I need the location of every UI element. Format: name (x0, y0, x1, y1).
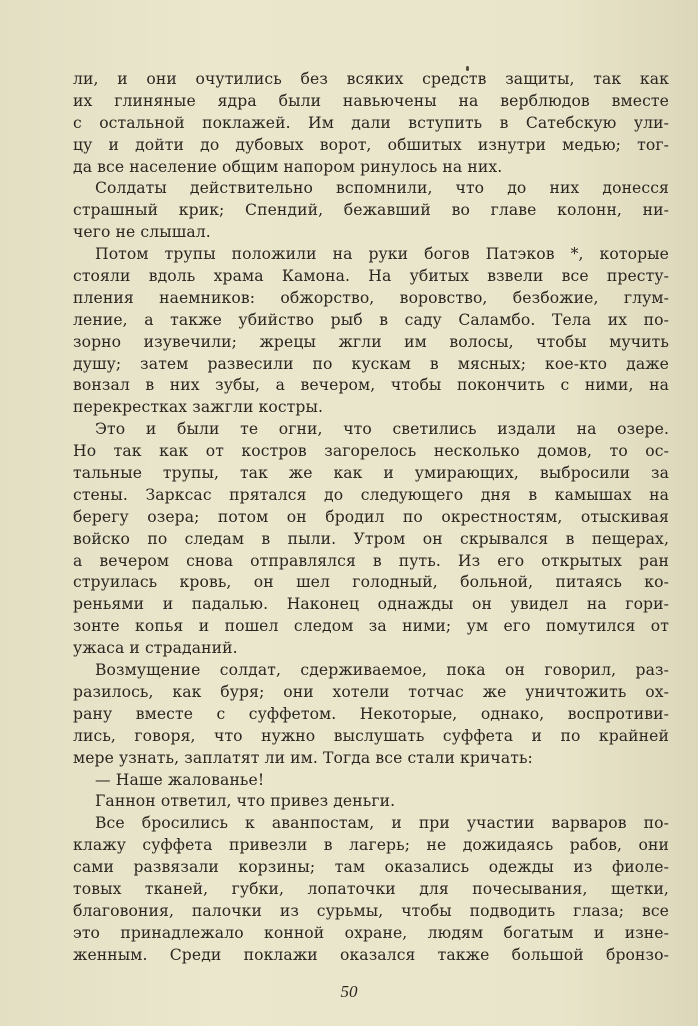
text-line: мере узнать, заплатят ли им. Тогда все стали кричать: (73, 748, 533, 767)
text-line: Все бросились к аванпостам, и при участии варваров по- (95, 814, 669, 833)
text-line: душу; затем развесили по кускам в мясных; кое-кто даже (73, 354, 669, 373)
text-line: да все население общим напором ринулось на них. (73, 157, 503, 176)
text-line: тальные трупы, так же как и умирающих, выбросили за (73, 464, 669, 483)
text-line: их глиняные ядра были навьючены на верблюдов вместе (73, 91, 669, 110)
text-line: с остальной поклажей. Им дали вступить в Сатебскую ули- (73, 113, 669, 132)
text-line: лись, говоря, что нужно выслушать суффета и по крайней (73, 726, 669, 745)
text-line: клажу суффета привезли в лагерь; не дожидаясь рабов, они (73, 836, 669, 855)
text-line: реньями и падалью. Наконец однажды он увидел на гори- (73, 595, 669, 614)
text-line: благовония, палочки из сурьмы, чтобы подводить глаза; все (73, 901, 669, 920)
text-line: вонзал в них зубы, а вечером, чтобы покончить с ними, на (73, 376, 669, 395)
text-line: — Наше жалованье! (95, 770, 265, 789)
text-line: ужаса и страданий. (73, 639, 238, 658)
text-line: ление, а также убийство рыб в саду Саламбо. Тела их по- (73, 310, 669, 329)
text-line: Ганнон ответил, что привез деньги. (95, 792, 396, 811)
text-line: цу и дойти до дубовых ворот, обшитых изнутри медью; тог- (73, 135, 669, 154)
text-line: Солдаты действительно вспомнили, что до них донесся (95, 179, 669, 198)
text-line: Потом трупы положили на руки богов Патэков *, которые (95, 245, 669, 264)
body-text (73, 69, 669, 967)
text-line: Но так как от костров загорелось несколько домов, то ос- (73, 442, 669, 461)
text-line: разилось, как буря; они хотели тотчас же уничтожить ох- (73, 682, 669, 701)
text-line: а вечером снова отправлялся в путь. Из его открытых ран (73, 551, 669, 570)
page-number: 50 (340, 982, 358, 1001)
text-line: стояли вдоль храма Камона. На убитых взвели все престу- (73, 267, 669, 286)
text-line: ли, и они очутились без всяких средств защиты, так как (73, 70, 669, 88)
text-line: перекрестках зажгли костры. (73, 398, 324, 417)
text-line: стены. Зарксас прятался до следующего дня в камышах на (73, 485, 669, 504)
text-line: это принадлежало конной охране, людям богатым и изне- (73, 923, 669, 942)
text-line: зорно изувечили; жрецы жгли им волосы, чтобы мучить (73, 332, 669, 351)
text-line: рану вместе с суффетом. Некоторые, однако, воспротиви- (73, 704, 669, 723)
text-line: войско по следам в пыли. Утром он скрывался в пещерах, (73, 529, 669, 548)
text-line: зонте копья и пошел следом за ними; ум его помутился от (73, 617, 669, 636)
text-line: струилась кровь, он шел голодный, больной, питаясь ко- (73, 573, 669, 592)
text-line: товых тканей, губки, лопаточки для почесывания, щетки, (73, 879, 669, 898)
text-line: страшный крик; Спендий, бежавший во главе колонн, ни- (73, 201, 669, 220)
text-line: Это и были те огни, что светились издали на озере. (95, 420, 669, 439)
text-line: чего не слышал. (73, 223, 211, 242)
text-line: женным. Среди поклажи оказался также большой бронзо- (73, 945, 669, 964)
text-line: Возмущение солдат, сдерживаемое, пока он говорил, раз- (95, 661, 669, 680)
text-line: сами развязали корзины; там оказались одежды из фиоле- (73, 858, 669, 877)
text-line: берегу озера; потом он бродил по окрестностям, отыскивая (73, 507, 669, 526)
text-line: пления наемников: обжорство, воровство, безбожие, глум- (73, 288, 669, 307)
